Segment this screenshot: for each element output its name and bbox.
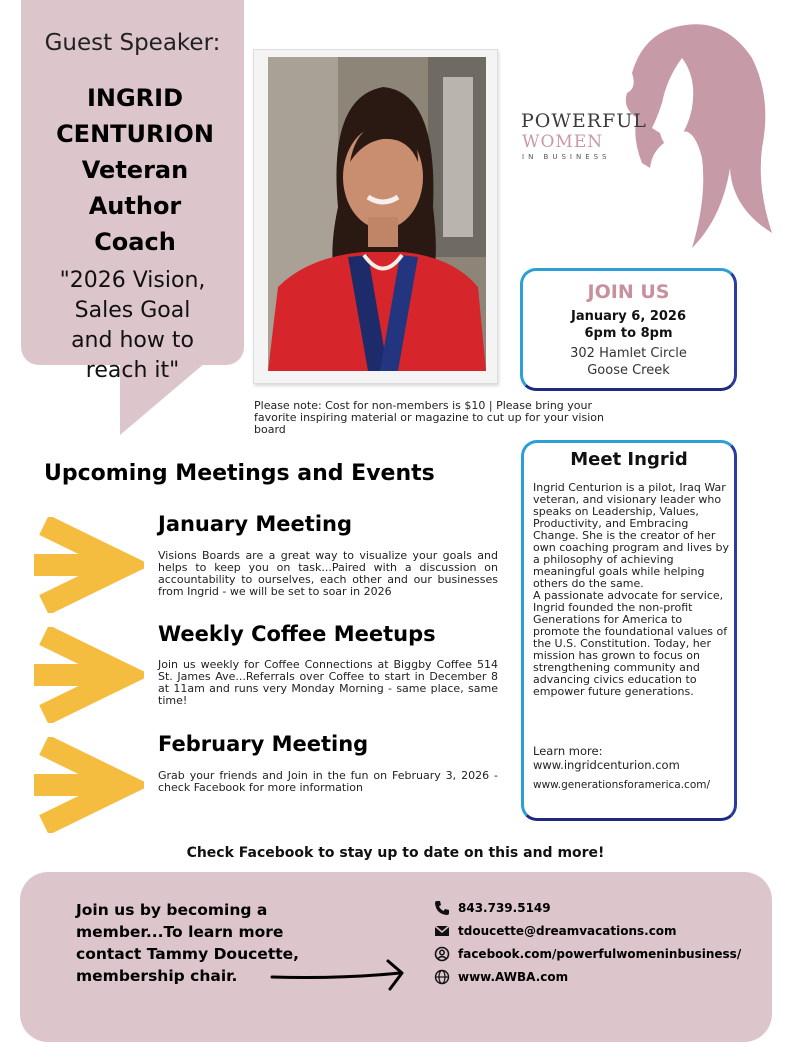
contact-facebook[interactable]: facebook.com/powerfulwomeninbusiness/ xyxy=(458,947,742,961)
speaker-name-line: CENTURION xyxy=(56,120,214,148)
bio-paragraph: A passionate advocate for service, Ingrid founded the non-profit Generations for America to promote the foundational values of the U.S. Constitution. Today, her mission has grown to focus on strengthening community and advancing civics education to empower future generations. xyxy=(533,589,728,698)
guest-speaker-label: Guest Speaker: xyxy=(44,30,221,56)
event-address-city: Goose Creek xyxy=(587,363,670,378)
contact-website[interactable]: www.AWBA.com xyxy=(458,970,569,984)
contact-phone[interactable]: 843.739.5149 xyxy=(458,901,551,915)
arrow-right-icon xyxy=(34,517,144,613)
event-title: January Meeting xyxy=(158,512,353,536)
speaker-role-line: Author xyxy=(88,192,182,220)
event-description: Grab your friends and Join in the fun on February 3, 2026 - check Facebook for more information xyxy=(158,769,498,794)
event-title: Weekly Coffee Meetups xyxy=(158,622,436,646)
speaker-name xyxy=(40,80,230,260)
learn-more-label: Learn more: xyxy=(533,744,603,758)
facebook-icon xyxy=(434,946,450,962)
arrow-right-icon xyxy=(270,955,410,995)
meet-ingrid-title: Meet Ingrid xyxy=(570,449,688,470)
globe-icon xyxy=(434,969,450,985)
event-description: Join us weekly for Coffee Connections at Biggby Coffee 514 St. James Ave...Referrals over Coffee to start in December 8 at 11am and runs very Monday Morning - same place, same time! xyxy=(158,658,498,707)
speaker-role-line: Veteran xyxy=(81,156,189,184)
event-description: Visions Boards are a great way to visualize your goals and helps to keep you on task...Paired with a discussion on accountability to ourselves, each other and our businesses from Ingrid - we will be set to soar in 2026 xyxy=(158,549,498,598)
talk-title-line: and how to xyxy=(71,328,194,353)
join-us-title: JOIN US xyxy=(587,281,670,303)
logo-silhouette-icon xyxy=(612,18,777,253)
bio-paragraph: Ingrid Centurion is a pilot, Iraq War veteran, and visionary leader who speaks on Leadership, Values, Productivity, and Embracing Change. She is the creator of her own coaching program and lives by a philosophy of achieving meaningful goals while helping others do the same. xyxy=(533,481,729,590)
event-address-line: 302 Hamlet Circle xyxy=(570,346,687,361)
arrow-right-icon xyxy=(34,627,144,723)
membership-invite: Join us by becoming a member...To learn more contact Tammy Doucette, membership chair. xyxy=(76,901,300,985)
event-datetime xyxy=(520,308,737,342)
email-icon xyxy=(434,923,450,939)
event-title: February Meeting xyxy=(158,732,369,756)
event-date: January 6, 2026 xyxy=(571,309,686,324)
speaker-role-line: Coach xyxy=(94,228,176,256)
cost-note: Please note: Cost for non-members is $10 | Please bring your favorite inspiring material or magazine to cut up for your vision board xyxy=(254,399,604,436)
website-link-generations[interactable]: www.generationsforamerica.com/ xyxy=(533,779,711,791)
logo-text-in-business: IN BUSINESS xyxy=(522,153,611,161)
event-address xyxy=(520,345,737,379)
speaker-name-line: INGRID xyxy=(86,84,184,112)
talk-title-line: Sales Goal xyxy=(74,298,191,323)
website-link-ingrid[interactable]: www.ingridcenturion.com xyxy=(533,758,680,772)
learn-more xyxy=(533,744,680,772)
facebook-reminder: Check Facebook to stay up to date on this and more! xyxy=(186,845,605,861)
logo-text-powerful: POWERFUL xyxy=(521,110,647,132)
speaker-photo xyxy=(268,57,486,371)
phone-icon xyxy=(434,900,450,916)
talk-title xyxy=(30,266,235,386)
events-heading: Upcoming Meetings and Events xyxy=(44,461,435,486)
contact-email[interactable]: tdoucette@dreamvacations.com xyxy=(458,924,677,938)
event-time: 6pm to 8pm xyxy=(584,326,673,341)
arrow-right-icon xyxy=(34,737,144,833)
meet-ingrid-bio xyxy=(533,482,729,698)
logo-text-women: WOMEN xyxy=(522,132,604,152)
talk-title-line: "2026 Vision, xyxy=(59,268,206,293)
talk-title-line: reach it" xyxy=(85,358,180,383)
